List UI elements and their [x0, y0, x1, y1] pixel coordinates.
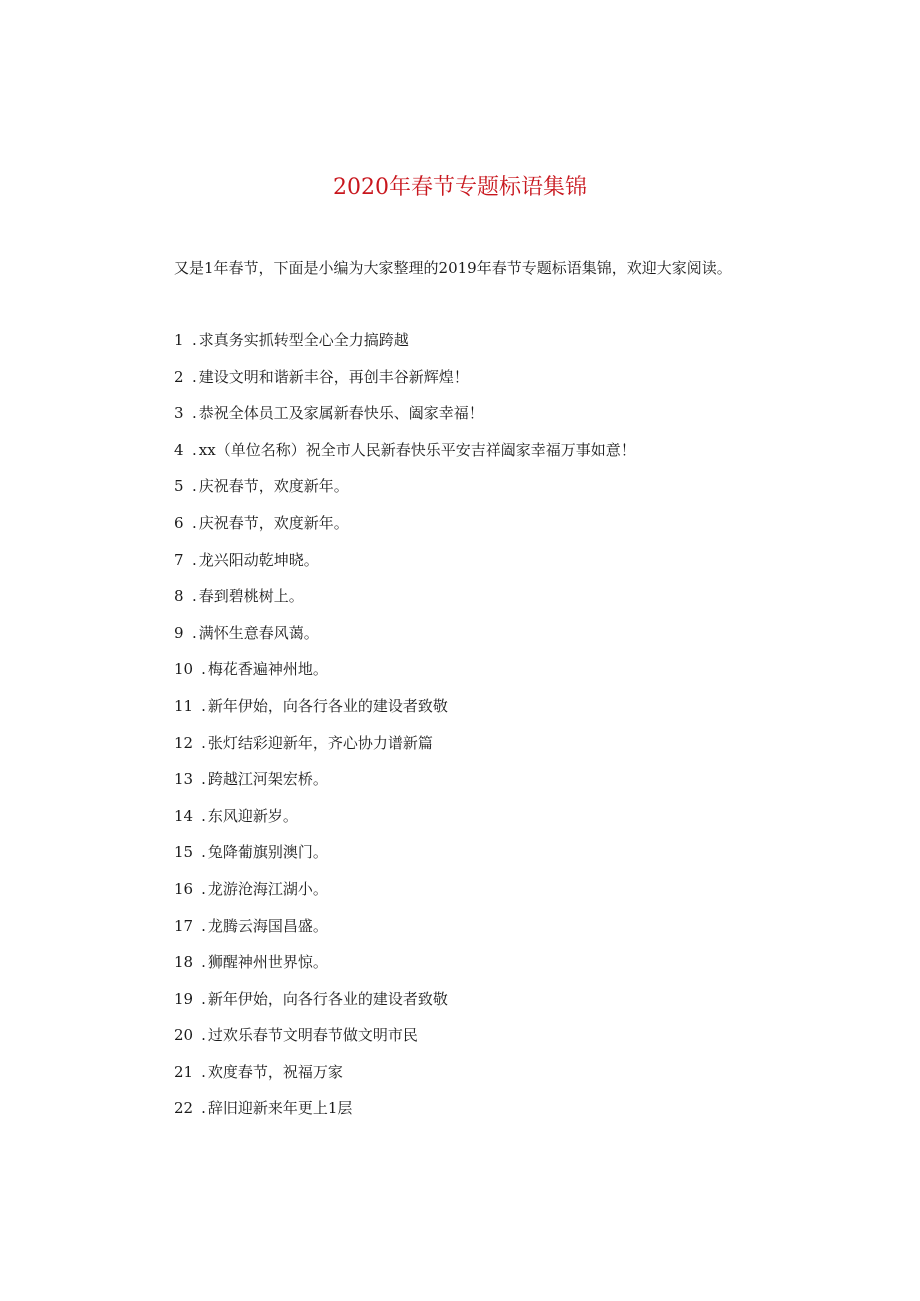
list-item: 10 . 梅花香遍神州地。: [174, 651, 636, 688]
item-text: 新年伊始，向各行各业的建设者致敬: [207, 696, 448, 715]
list-item: 16 . 龙游沧海江湖小。: [174, 871, 636, 908]
item-text: 辞旧迎新来年更上1层: [207, 1099, 353, 1118]
list-item: 1 . 求真务实抓转型全心全力搞跨越: [174, 322, 636, 359]
item-number: 18: [174, 953, 194, 972]
list-item: 21 . 欢度春节，祝福万家: [174, 1054, 636, 1091]
item-text: 庆祝春节，欢度新年。: [198, 513, 349, 532]
item-text: 过欢乐春节文明春节做文明市民: [207, 1026, 418, 1045]
item-number: 19: [174, 989, 194, 1008]
item-number: 20: [174, 1026, 194, 1045]
list-item: 7 . 龙兴阳动乾坤晓。: [174, 542, 636, 579]
list-item: 20 . 过欢乐春节文明春节做文明市民: [174, 1017, 636, 1054]
list-item: 11 . 新年伊始，向各行各业的建设者致敬: [174, 688, 636, 725]
item-text: 龙腾云海国昌盛。: [207, 916, 328, 935]
list-item: 12 . 张灯结彩迎新年，齐心协力谱新篇: [174, 725, 636, 762]
item-number: 9: [174, 623, 184, 642]
list-item: 17 . 龙腾云海国昌盛。: [174, 908, 636, 945]
list-item: 2 . 建设文明和谐新丰谷，再创丰谷新辉煌！: [174, 359, 636, 396]
list-item: 5 . 庆祝春节，欢度新年。: [174, 468, 636, 505]
list-item: 22 . 辞旧迎新来年更上1层: [174, 1090, 636, 1127]
item-text: 庆祝春节，欢度新年。: [198, 477, 349, 496]
item-text: 新年伊始，向各行各业的建设者致敬: [207, 989, 448, 1008]
item-number: 22: [174, 1099, 194, 1118]
list-item: 6 . 庆祝春节，欢度新年。: [174, 505, 636, 542]
item-number: 14: [174, 806, 194, 825]
item-number: 16: [174, 879, 194, 898]
list-item: 4 . xx（单位名称）祝全市人民新春快乐平安吉祥阖家幸福万事如意！: [174, 432, 636, 469]
item-text: 求真务实抓转型全心全力搞跨越: [198, 331, 409, 349]
list-item: 14 . 东风迎新岁。: [174, 798, 636, 835]
item-text: 跨越江河架宏桥。: [207, 770, 328, 789]
item-text: 张灯结彩迎新年，齐心协力谱新篇: [207, 733, 433, 752]
list-item: 9 . 满怀生意春风蔼。: [174, 615, 636, 652]
item-number: 1: [174, 331, 184, 349]
item-number: 6: [174, 513, 184, 532]
item-number: 3: [174, 404, 184, 423]
item-text: 龙游沧海江湖小。: [207, 879, 328, 898]
item-number: 2: [174, 367, 184, 386]
item-text: 满怀生意春风蔼。: [198, 623, 319, 642]
item-text: xx（单位名称）祝全市人民新春快乐平安吉祥阖家幸福万事如意！: [198, 440, 636, 459]
item-number: 5: [174, 477, 184, 496]
item-number: 11: [174, 696, 194, 715]
item-number: 10: [174, 660, 194, 679]
item-text: 建设文明和谐新丰谷，再创丰谷新辉煌！: [198, 367, 469, 386]
item-text: 兔降葡旗别澳门。: [207, 843, 328, 862]
item-number: 15: [174, 843, 194, 862]
list-item: 8 . 春到碧桃树上。: [174, 578, 636, 615]
item-text: 欢度春节，祝福万家: [207, 1062, 343, 1081]
intro-paragraph: 又是1年春节，下面是小编为大家整理的2019年春节专题标语集锦，欢迎大家阅读。: [174, 259, 732, 277]
item-text: 狮醒神州世界惊。: [207, 953, 328, 972]
item-number: 21: [174, 1062, 194, 1081]
list-item: 19 . 新年伊始，向各行各业的建设者致敬: [174, 981, 636, 1018]
list-item: 13 . 跨越江河架宏桥。: [174, 761, 636, 798]
item-text: 恭祝全体员工及家属新春快乐、阖家幸福！: [198, 404, 484, 423]
list-item: 18 . 狮醒神州世界惊。: [174, 944, 636, 981]
item-number: 7: [174, 550, 184, 569]
item-number: 17: [174, 916, 194, 935]
item-text: 龙兴阳动乾坤晓。: [198, 550, 319, 569]
slogan-list: [174, 322, 636, 1127]
page-title: 2020年春节专题标语集锦: [333, 175, 587, 200]
list-item: 15 . 兔降葡旗别澳门。: [174, 834, 636, 871]
item-number: 4: [174, 440, 184, 459]
item-number: 12: [174, 733, 194, 752]
item-text: 春到碧桃树上。: [198, 587, 304, 606]
item-number: 8: [174, 587, 184, 606]
item-text: 东风迎新岁。: [207, 806, 298, 825]
list-item: 3 . 恭祝全体员工及家属新春快乐、阖家幸福！: [174, 395, 636, 432]
item-number: 13: [174, 770, 194, 789]
item-text: 梅花香遍神州地。: [207, 660, 328, 679]
